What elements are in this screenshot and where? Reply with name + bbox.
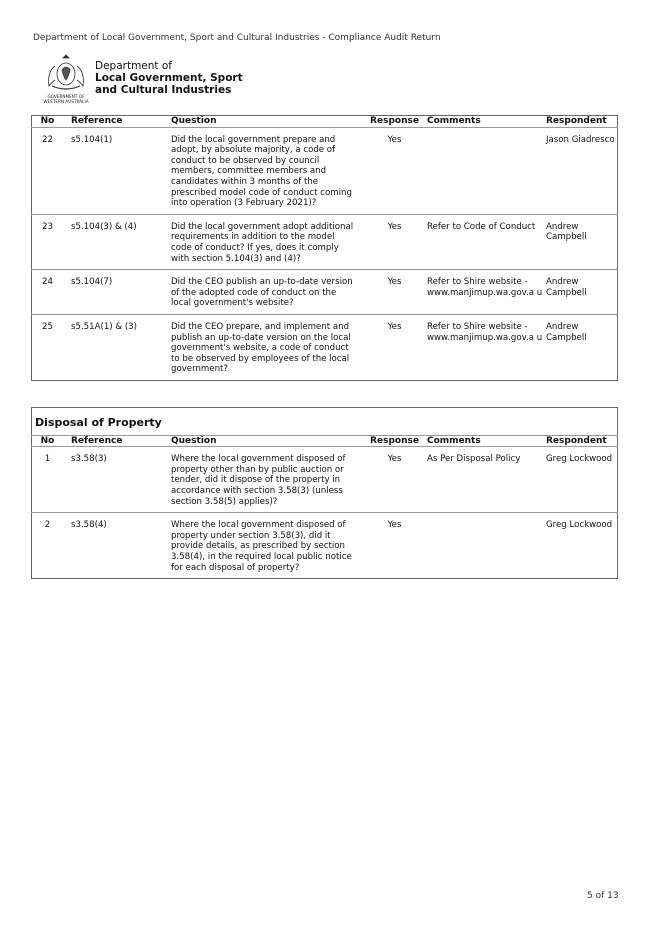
- col-question: Question: [171, 435, 217, 446]
- table-row: 2 s3.58(4) Where the local government disposed of property under section 3.58(3), did it provide details, as prescribed by section 3.58(4), in the required local public notice for each disposal of property? Yes Greg Lockwood: [32, 513, 618, 579]
- table-row: 1 s3.58(3) Where the local government disposed of property other than by public auction or tender, did it dispose of the property in accordance with section 3.58(3) (unless section 3.58(5) applies)? Yes As Per Disposal Policy Greg Lockwood: [32, 447, 618, 513]
- col-comments: Comments: [427, 116, 481, 126]
- col-no: No: [40, 116, 55, 126]
- disposal-of-property-table: [31, 407, 618, 579]
- col-respondent: Respondent: [546, 116, 607, 126]
- svg-text:GOVERNMENT OF: GOVERNMENT OF: [47, 94, 85, 99]
- department-name: Department of Local Government, Sport and Cultural Industries: [95, 60, 243, 96]
- col-question: Question: [171, 116, 217, 126]
- table-row: 24 s5.104(7) Did the CEO publish an up-to-date version of the adopted code of conduct on the local government's website? Yes Refer to Shire website - www.manjimup.wa.gov.a u Andrew Campbell: [32, 270, 618, 315]
- col-respondent: Respondent: [546, 435, 607, 446]
- table-row: 23 s5.104(3) & (4) Did the local government adopt additional requirements in addition to the model code of conduct? If yes, does it comply with section 5.104(3) and (4)? Yes Refer to Code of Conduct Andrew Campbell: [32, 214, 618, 269]
- col-reference: Reference: [71, 435, 123, 446]
- section-title: Disposal of Property: [35, 416, 162, 429]
- col-response: Response: [370, 435, 419, 446]
- col-no: No: [40, 435, 55, 446]
- wa-crest-icon: [38, 52, 94, 106]
- code-of-conduct-table: [31, 115, 618, 381]
- col-reference: Reference: [71, 116, 123, 126]
- table-row: 25 s5.51A(1) & (3) Did the CEO prepare, and implement and publish an up-to-date version on the local government's website, a code of conduct to be observed by employees of the local government? Yes Refer to Shire website - www.manjimup.wa.gov.a u Andrew Campbell: [32, 314, 618, 380]
- col-comments: Comments: [427, 435, 481, 446]
- page-number: 5 of 13: [587, 891, 619, 901]
- document-header: Department of Local Government, Sport and Cultural Industries - Compliance Audit Return: [33, 33, 441, 43]
- svg-text:WESTERN AUSTRALIA: WESTERN AUSTRALIA: [43, 99, 89, 104]
- table-row: 22 s5.104(1) Did the local government prepare and adopt, by absolute majority, a code of conduct to be observed by council members, committee members and candidates within 3 months of the prescribed model code of conduct coming into operation (3 February 2021)? Yes Jason Giadresco: [32, 127, 618, 214]
- col-response: Response: [370, 116, 419, 126]
